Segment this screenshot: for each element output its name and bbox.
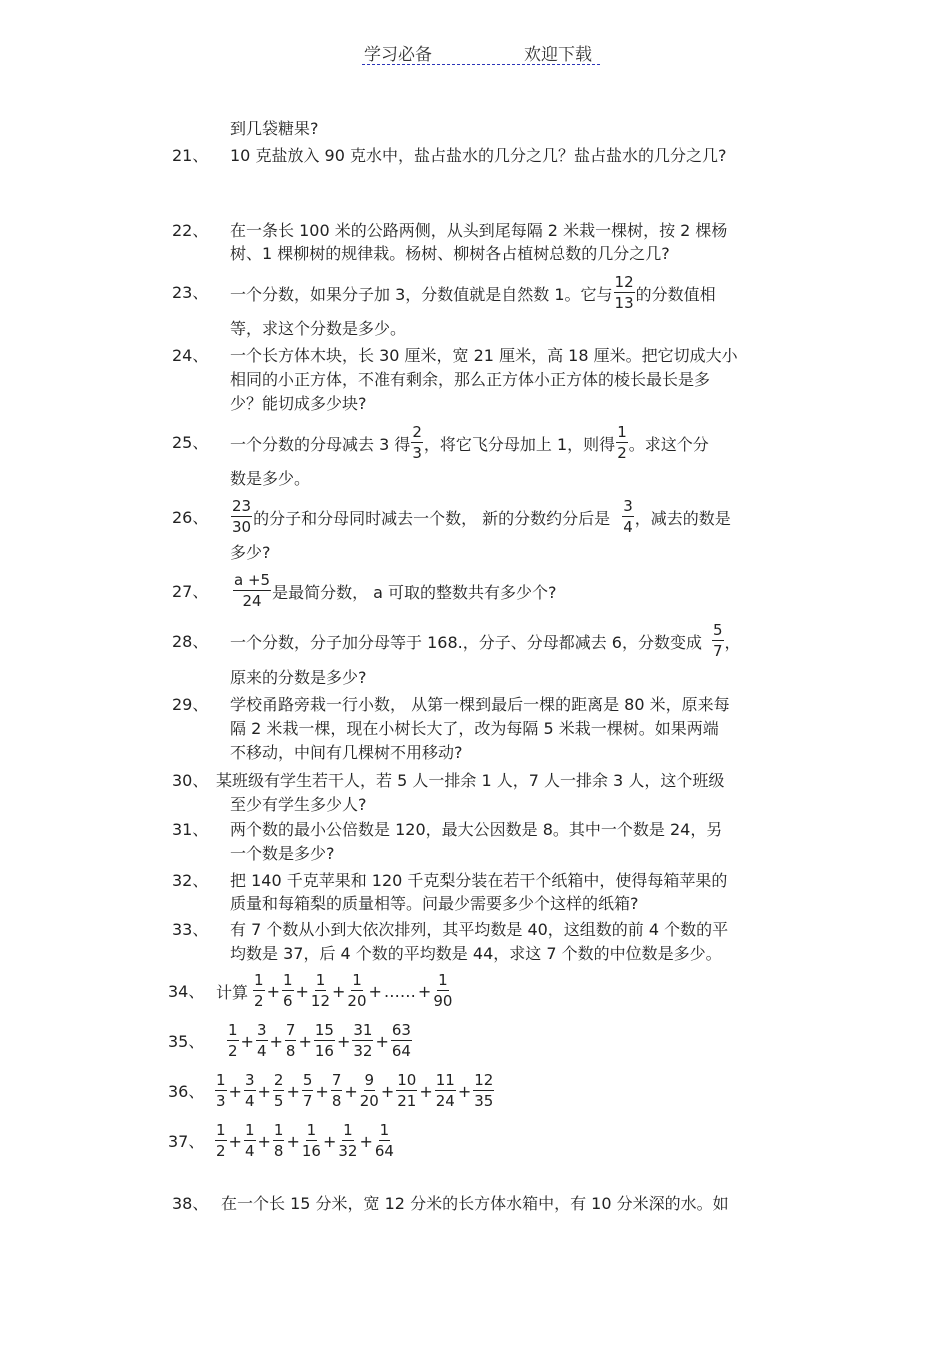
q20-tail: 到几袋糖果?	[230, 119, 319, 138]
q34-number: 34、	[168, 982, 205, 1001]
plus-sign: +	[286, 1081, 300, 1101]
plus-sign: +	[228, 1081, 242, 1101]
q32-line2: 质量和每箱梨的质量相等。问最少需要多少个这样的纸箱?	[230, 894, 639, 913]
q25-fraction-1: $\frac{2}{3}$	[412, 423, 422, 462]
header-left-text: 学习必备	[364, 45, 432, 65]
plus-sign: +	[269, 1031, 283, 1051]
q33-line2: 均数是 37，后 4 个数的平均数是 44，求这 7 个数的中位数是多少。	[230, 944, 722, 963]
q24-number: 24、	[172, 346, 209, 365]
q30-line2: 至少有学生多少人?	[230, 795, 367, 814]
plus-sign: +	[240, 1031, 254, 1051]
q26-text-b: ，减去的数是	[634, 508, 731, 528]
q36-expression	[214, 1068, 495, 1114]
q37-expression	[214, 1118, 395, 1164]
q26-fraction-2: $\frac{3}{4}$	[623, 497, 633, 536]
q28-text-a: 一个分数，分子加分母等于 168.，分子、分母都减去 6，分数变成	[230, 632, 702, 652]
q37-term: $\frac{1}{16}$	[301, 1121, 321, 1160]
q37-number: 37、	[168, 1132, 205, 1151]
q36-term: $\frac{2}{5}$	[273, 1071, 284, 1110]
plus-sign: +	[417, 981, 432, 1001]
q29-number: 29、	[172, 695, 209, 714]
plus-sign: +	[315, 1081, 329, 1101]
q36-term: $\frac{9}{20}$	[359, 1071, 379, 1110]
ellipsis: ……	[383, 981, 416, 1001]
q24-line3: 少？能切成多少块?	[230, 394, 367, 413]
q36-term: $\frac{1}{3}$	[216, 1071, 226, 1110]
q30-line1: 某班级有学生若干人，若 5 人一排余 1 人，7 人一排余 3 人，这个班级	[216, 771, 725, 790]
q30-number: 30、	[172, 771, 209, 790]
q28-fraction: $\frac{5}{7}$	[712, 621, 723, 660]
plus-sign: +	[257, 1131, 271, 1151]
q25-text-c: 。求这个分	[628, 434, 709, 454]
q28-text-b: ，	[724, 632, 741, 652]
q28-number: 28、	[172, 632, 209, 651]
q29-line2: 隔 2 米栽一棵，现在小树长大了，改为每隔 5 米栽一棵树。如果两端	[230, 719, 719, 738]
q23-text-a: 一个分数，如果分子加 3，分数值就是自然数 1。它与	[230, 284, 613, 304]
q25-line1	[230, 420, 709, 466]
q22-line1: 在一条长 100 米的公路两侧，从头到尾每隔 2 米栽一棵树，按 2 棵杨	[230, 221, 728, 240]
plus-sign: +	[228, 1131, 242, 1151]
q31-line1: 两个数的最小公倍数是 120，最大公因数是 8。其中一个数是 24，另	[230, 820, 723, 839]
q37-term: $\frac{1}{64}$	[374, 1121, 394, 1160]
q29-line1: 学校甬路旁栽一行小数， 从第一棵到最后一棵的距离是 80 米，原来每	[230, 695, 730, 714]
plus-sign: +	[257, 1081, 271, 1101]
q27-number: 27、	[172, 582, 209, 601]
q32-number: 32、	[172, 871, 209, 890]
plus-sign: +	[380, 1081, 395, 1101]
q23-fraction: $\frac{12}{13}$	[614, 273, 634, 312]
q34-term: $\frac{1}{20}$	[347, 971, 367, 1010]
plus-sign: +	[375, 1031, 389, 1051]
q38-line1: 在一个长 15 分米，宽 12 分米的长方体水箱中，有 10 分米深的水。如	[221, 1194, 729, 1213]
q31-line2: 一个数是多少?	[230, 844, 335, 863]
plus-sign: +	[322, 1131, 337, 1151]
q33-line1: 有 7 个数从小到大依次排列，其平均数是 40，这组数的前 4 个数的平	[230, 920, 729, 939]
q34-expression	[216, 968, 453, 1014]
plus-sign: +	[295, 981, 309, 1001]
q26-number: 26、	[172, 508, 209, 527]
plus-sign: +	[298, 1031, 312, 1051]
plus-sign: +	[286, 1131, 300, 1151]
q37-term: $\frac{1}{32}$	[338, 1121, 358, 1160]
plus-sign: +	[344, 1081, 358, 1101]
q24-line1: 一个长方体木块，长 30 厘米，宽 21 厘米，高 18 厘米。把它切成大小	[230, 346, 738, 365]
q35-expression	[226, 1018, 413, 1064]
q22-line2: 树、1 棵柳树的规律栽。杨树、柳树各占植树总数的几分之几?	[230, 244, 670, 263]
q25-fraction-2: $\frac{1}{2}$	[617, 423, 627, 462]
q26-text-a: 的分子和分母同时减去一个数， 新的分数约分后是	[253, 508, 611, 528]
q36-term: $\frac{11}{24}$	[435, 1071, 455, 1110]
q37-term: $\frac{1}{2}$	[216, 1121, 226, 1160]
plus-sign: +	[359, 1131, 373, 1151]
q25-text-a: 一个分数的分母减去 3 得	[230, 434, 411, 454]
q36-term: $\frac{7}{8}$	[331, 1071, 342, 1110]
q32-line1: 把 140 千克苹果和 120 千克梨分装在若干个纸箱中，使得每箱苹果的	[230, 871, 728, 890]
plus-sign: +	[419, 1081, 433, 1101]
q28-line1	[230, 618, 741, 664]
q27-text: 是最简分数， a 可取的整数共有多少个?	[272, 582, 557, 602]
q38-number: 38、	[172, 1194, 209, 1213]
q23-number: 23、	[172, 283, 209, 302]
q26-line2: 多少?	[230, 543, 271, 562]
q35-term: $\frac{31}{32}$	[353, 1021, 373, 1060]
q34-term: $\frac{1}{6}$	[282, 971, 293, 1010]
q35-term: $\frac{7}{8}$	[285, 1021, 296, 1060]
q36-term: $\frac{12}{35}$	[474, 1071, 494, 1110]
q31-number: 31、	[172, 820, 209, 839]
q28-line2: 原来的分数是多少?	[230, 668, 367, 687]
plus-sign: +	[332, 981, 346, 1001]
q27-fraction: $\frac{a +5}{24}$	[234, 571, 271, 610]
q23-text-b: 的分数值相	[635, 284, 716, 304]
q36-term: $\frac{3}{4}$	[244, 1071, 255, 1110]
q24-line2: 相同的小正方体，不准有剩余，那么正方体小正方体的棱长最长是多	[230, 370, 711, 389]
q35-term: $\frac{63}{64}$	[391, 1021, 411, 1060]
plus-sign: +	[457, 1081, 472, 1101]
q34-term: $\frac{1}{12}$	[310, 971, 331, 1010]
q37-term: $\frac{1}{8}$	[273, 1121, 284, 1160]
q29-line3: 不移动，中间有几棵树不用移动?	[230, 743, 463, 762]
q35-term: $\frac{1}{2}$	[228, 1021, 238, 1060]
q23-line2: 等，求这个分数是多少。	[230, 319, 407, 338]
header-right-text: 欢迎下载	[524, 45, 592, 65]
q34-label: 计算	[216, 982, 249, 1002]
q23-line1	[230, 270, 716, 316]
q35-term: $\frac{15}{16}$	[314, 1021, 334, 1060]
q26-line1	[230, 494, 731, 540]
q36-term: $\frac{5}{7}$	[302, 1071, 313, 1110]
q36-term: $\frac{10}{21}$	[397, 1071, 417, 1110]
q33-number: 33、	[172, 920, 209, 939]
plus-sign: +	[368, 981, 382, 1001]
q25-line2: 数是多少。	[230, 469, 311, 488]
q21-number: 21、	[172, 146, 209, 165]
q36-number: 36、	[168, 1082, 205, 1101]
q37-term: $\frac{1}{4}$	[244, 1121, 255, 1160]
q26-fraction-1: $\frac{23}{30}$	[232, 497, 252, 536]
q35-term: $\frac{3}{4}$	[256, 1021, 267, 1060]
q35-number: 35、	[168, 1032, 205, 1051]
plus-sign: +	[336, 1031, 351, 1051]
q27-line1	[232, 568, 557, 614]
q25-text-b: ，将它飞分母加上 1，则得	[423, 434, 616, 454]
q34-term: $\frac{1}{2}$	[254, 971, 264, 1010]
q25-number: 25、	[172, 433, 209, 452]
plus-sign: +	[266, 981, 280, 1001]
q22-number: 22、	[172, 221, 209, 240]
q21-text: 10 克盐放入 90 克水中，盐占盐水的几分之几？盐占盐水的几分之几?	[230, 146, 727, 165]
q34-term: $\frac{1}{90}$	[433, 971, 453, 1010]
